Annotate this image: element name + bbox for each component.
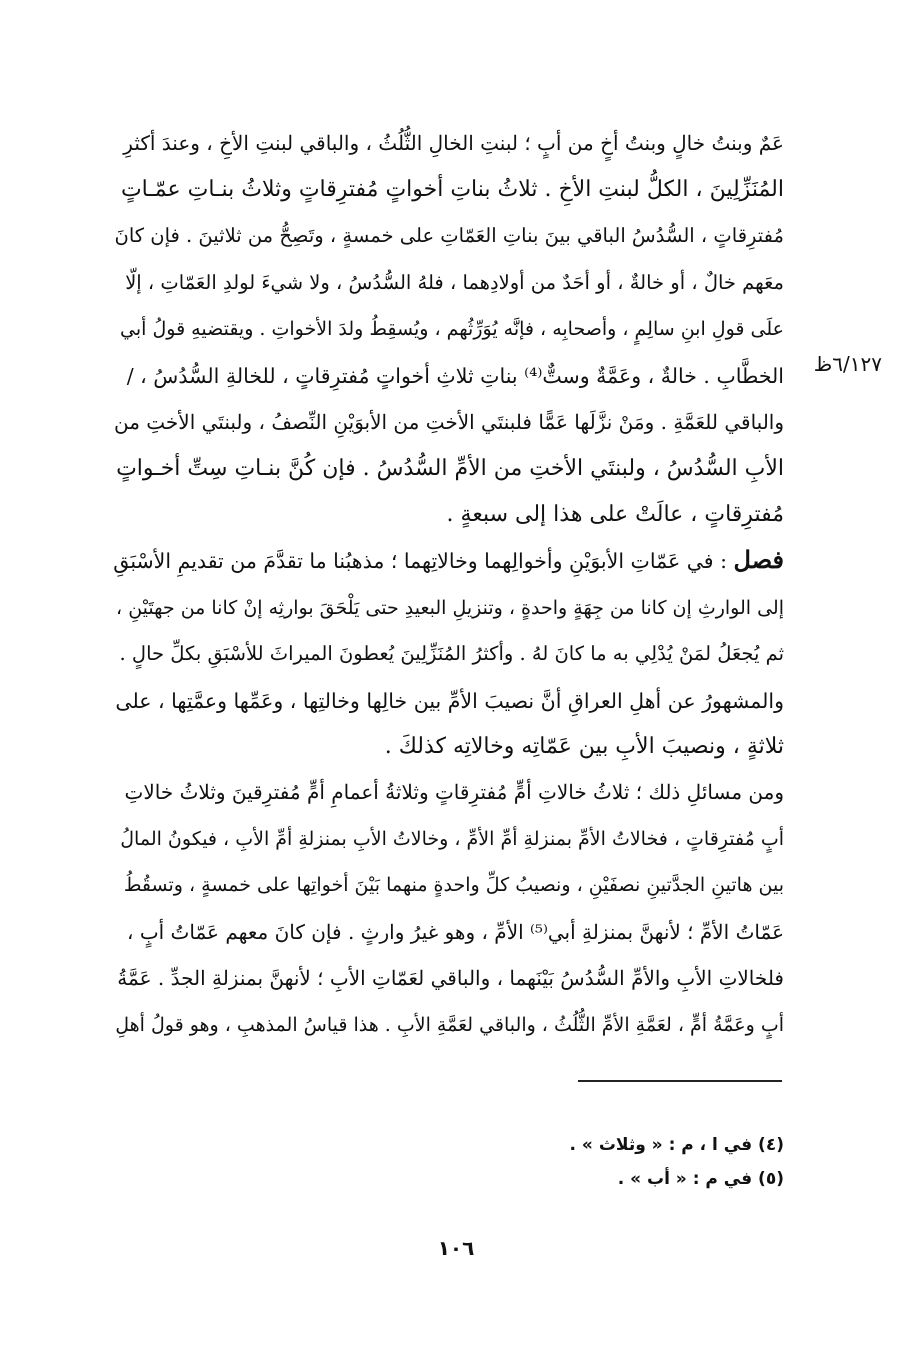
footnote: (٤) في ا ، م : « وثلاث » . [569,1135,784,1155]
section-heading: فصل [733,545,784,574]
text-line: عَمٌ وبنتُ خالٍ وبنتُ أخٍ من أبٍ ؛ لبنتِ الخالِ الثُّلُثُ ، والباقي لبنتِ الأخِ ، وعندَ أكثرِ [123,131,784,155]
text-line: أبٍ وعَمَّةُ أمٍّ ، لعَمَّةِ الأمِّ الثُّلُثُ ، والباقي لعَمَّةِ الأبِ . هذا قياسُ المذهبِ ، وهو قولُ أهلِ [115,1013,784,1036]
paragraph-3 [112,769,784,1048]
text-line [112,537,784,585]
text-line: ثم يُجعَلُ لمَنْ يُدْلِي به ما كانَ لهُ . وأكثرُ المُنَزِّلِينَ يُعطونَ الميراثَ للأسْبَقِ بكلِّ حالٍ . [119,642,784,665]
footnotes [500,1128,784,1196]
text-line: فلخالاتِ الأبِ والأمِّ السُّدُسُ بَيْنَهما ، والباقي لعَمّاتِ الأبِ ؛ لأنهنَّ بمنزلةِ الجدِّ . عَمَّةُ [117,966,784,990]
text-line: والمشهورُ عن أهلِ العراقِ أنَّ نصيبَ الأمِّ بين خالِها وخالتِها ، وعَمِّها وعمَّتِها ، على [115,688,784,713]
text-line-rest: : في عَمّاتِ الأبوَيْنِ وأخوالِهما وخالاتِهما ؛ مذهبُنا ما تقدَّمَ من تقديمِ الأسْبَقِ [113,549,727,573]
text-line: معَهم خالٌ ، أو خالةٌ ، أو أحَدٌ من أولادِهما ، فلهُ السُّدُسُ ، ولا شيءَ لولدِ العَمّاتِ ، إلّا [125,270,784,294]
text-line: الخطَّابِ . خالةٌ ، وعَمَّةٌ وستٌّ⁽⁴⁾ بناتِ ثلاثِ أخواتٍ مُفترِقاتٍ ، للخالةِ السُّدُسُ ، / [126,363,784,388]
text-line: عَمّاتُ الأمِّ ؛ لأنهنَّ بمنزلةِ أبي⁽⁵⁾ الأمِّ ، وهو غيرُ وارثٍ . فإن كانَ معهم عَمّاتُ أبٍ ، [127,919,784,944]
footnote: (٥) في م : « أب » . [617,1169,784,1189]
text-line: والباقي للعَمَّةِ . ومَنْ نزَّلَها عَمًّا فلبنتَي الأختِ من الأبوَيْنِ النِّصفُ ، ولبنتَي الأختِ من [114,410,784,434]
text-line: مُفترِقاتٍ ، عالَتْ على هذا إلى سبعةٍ . [446,502,784,527]
paragraph-1 [112,120,784,539]
footnote-divider [578,1080,782,1082]
text-line: ومن مسائلِ ذلك ؛ ثلاثُ خالاتِ أمٍّ مُفترِقاتٍ وثلاثةُ أعمامِ أمٍّ مُفترِقينَ وثلاثُ خالاتِ [124,780,784,804]
text-line: أبٍ مُفترِقاتٍ ، فخالاتُ الأمِّ بمنزلةِ أمِّ الأمِّ ، وخالاتُ الأبِ بمنزلةِ أمِّ الأبِ ، فيكونُ المالُ [120,827,784,850]
text-line: مُفترِقاتٍ ، السُّدُسُ الباقي بينَ بناتِ العَمّاتِ على خمسةٍ ، وتَصِحُّ من ثلاثينَ . فإن كانَ [114,224,784,247]
text-line: إلى الوارثِ إن كانا من جِهَةٍ واحدةٍ ، وتنزيلِ البعيدِ حتى يَلْحَقَ بوارثِه إنْ كانا من جهتَيْنِ ، [116,596,784,619]
paragraph-2 [112,537,784,771]
page-number: ١٠٦ [437,1236,475,1260]
text-line: المُنَزِّلِينَ ، الكلُّ لبنتِ الأخِ . ثلاثُ بناتِ أخواتٍ مُفترِقاتٍ وثلاثُ بنـاتِ عمّـاتٍ [120,176,784,202]
text-line: علَى قولِ ابنِ سالِمٍ ، وأصحابِه ، فإنَّه يُوَرِّثُهم ، ويُسقِطُ ولدَ الأخواتِ . ويقتضيهِ قولُ أبي [120,318,784,340]
text-line: الأبِ السُّدُسُ ، ولبنتَي الأختِ من الأمِّ السُّدُسُ . فإن كُنَّ بنـاتِ سِتِّ أخـواتٍ [116,455,784,481]
text-line: ثلاثةٍ ، ونصيبَ الأبِ بين عَمّاتِه وخالاتِه كذلكَ . [384,734,784,759]
manuscript-margin-reference: ٦/١٢٧ظ [813,352,882,376]
text-line: بين هاتينِ الجدَّتينِ نصفَيْنِ ، ونصيبُ كلِّ واحدةٍ منهما بَيْنَ أخواتِها على خمسةٍ ، وتسقُطُ [123,874,784,896]
